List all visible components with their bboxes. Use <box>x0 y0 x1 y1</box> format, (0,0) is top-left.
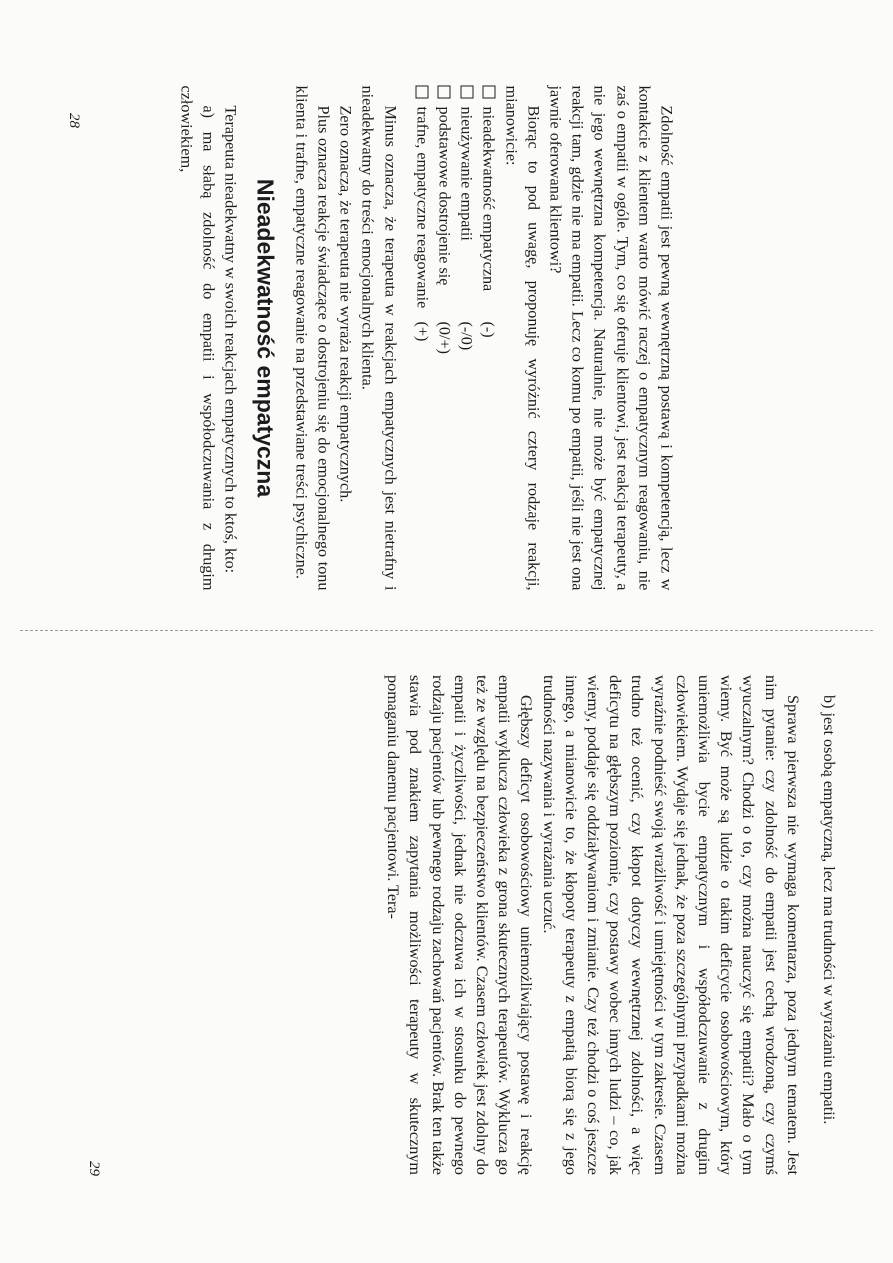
checkbox-square-icon <box>482 86 495 99</box>
checkbox-square-icon <box>415 86 428 99</box>
paragraph: Sprawa pierwsza nie wymaga komentarza, poza jednym tematem. Jest nim pytanie: czy zdolność do empatii jest cechą wrodzoną, czy czymś wyuczalnym? Chodzi o to, czy można nauczyć się empatii? Mało o tym wiemy. Być może są ludzie o takim deficycie osobowościowym, który uniemożliwia bycie empatycznym i współodczuwanie z drugim człowiekiem. Wydaje się jednak, że poza szczególnymi przypadkami można wyraźnie podnieść swoją wrażliwość i umiejętności w tym zakresie. Czasem trudno też ocenić, czy kłopot dotyczy wewnętrznej zdolności, a więc deficytu na głębszym poziomie, czy postawy wobec innych ludzi – co, jak wiemy, poddaje się oddziaływaniom i zmianie. Czy też chodzi o coś jeszcze innego, a mianowicie to, że kłopoty terapeuty z empatią biorą się z jego trudności nazywania i wyrażania uczuć. <box>539 675 802 1175</box>
list-item-label: nieużywanie empatii <box>457 106 476 241</box>
section-heading: Nieadekwatność empatyczna <box>251 178 278 498</box>
list-item-symbol: (+) <box>412 321 431 342</box>
paragraph: Zero oznacza, że terapeuta nie wyraża reakcji empatycznych. <box>336 105 355 503</box>
checkbox-square-icon <box>437 86 450 99</box>
paragraph: b) jest osobą empatyczną, lecz ma trudności w wyrażaniu empatii. <box>820 695 838 1125</box>
page-number: 29 <box>86 1161 102 1176</box>
list-item-symbol: (0/+) <box>434 321 453 355</box>
list-item <box>433 86 455 591</box>
paragraph: Terapeuta nieadekwatny w swoich reakcjach empatycznych to ktoś, kto: <box>221 105 240 574</box>
paragraph: Zdolność empatii jest pewną wewnętrzną postawą i kompetencją, lecz w kontakcie z klientem warto mówić raczej o empatycznym reagowaniu, nie zaś o empatii w ogóle. Tym, co się oferuje klientowi, jest reakcja terapeuty, a nie jego wewnętrzna kompetencja. Naturalnie, nie może być empatycznej reakcji tam, gdzie nie ma empatii. Lecz co komu po empatii, jeśli nie jest ona jawnie oferowana klientowi? <box>545 85 675 591</box>
list-item-label: podstawowe dostrojenie się <box>434 106 453 286</box>
page-number: 28 <box>66 113 82 128</box>
paragraph: Plus oznacza reakcje świadczące o dostrojeniu się do emocjonalnego tonu klienta i trafne, empatyczne reagowanie na przedstawiane treści psychiczne. <box>291 85 332 591</box>
list-item <box>477 86 499 591</box>
paragraph: Biorąc to pod uwagę, proponuję wyróżnić cztery rodzaje reakcji, mianowicie: <box>501 85 542 591</box>
list-item <box>411 86 433 591</box>
list-item-label: nieadekwatność empatyczna <box>479 106 498 292</box>
left-page <box>57 86 677 591</box>
list-item-symbol: (-/0) <box>457 321 476 351</box>
checkbox-square-icon <box>460 86 473 99</box>
paragraph: Głębszy deficyt osobowościowy uniemożliwiający postawę i reakcję empatii wyklucza człowieka z grona skutecznych terapeutów. Wyklucza go też ze względu na bezpieczeństwo klientów. Czasem człowiek jest zdolny do empatii i życzliwości, jednak nie odczuwa ich w stosunku do pewnego rodzaju pacjentów lub pewnego rodzaju zachowań pacjentów. Brak ten także stawia pod znakiem zapytania możliwości terapeuty w skutecznym pomaganiu danemu pacjentowi. Tera- <box>384 675 536 1175</box>
right-page <box>120 675 840 1175</box>
paragraph: a) ma słabą zdolność do empatii i współodczuwania z drugim człowiekiem, <box>176 85 218 591</box>
list-item <box>455 86 477 591</box>
paragraph: Minus oznacza, że terapeuta w reakcjach empatycznych jest nietrafny i nieadekwatny do treści emocjonalnych klienta. <box>358 85 399 591</box>
page-fold-line <box>20 630 873 631</box>
list-item-symbol: (-) <box>479 321 498 338</box>
reaction-types-list <box>411 86 500 591</box>
list-item-label: trafne, empatyczne reagowanie <box>412 106 431 309</box>
